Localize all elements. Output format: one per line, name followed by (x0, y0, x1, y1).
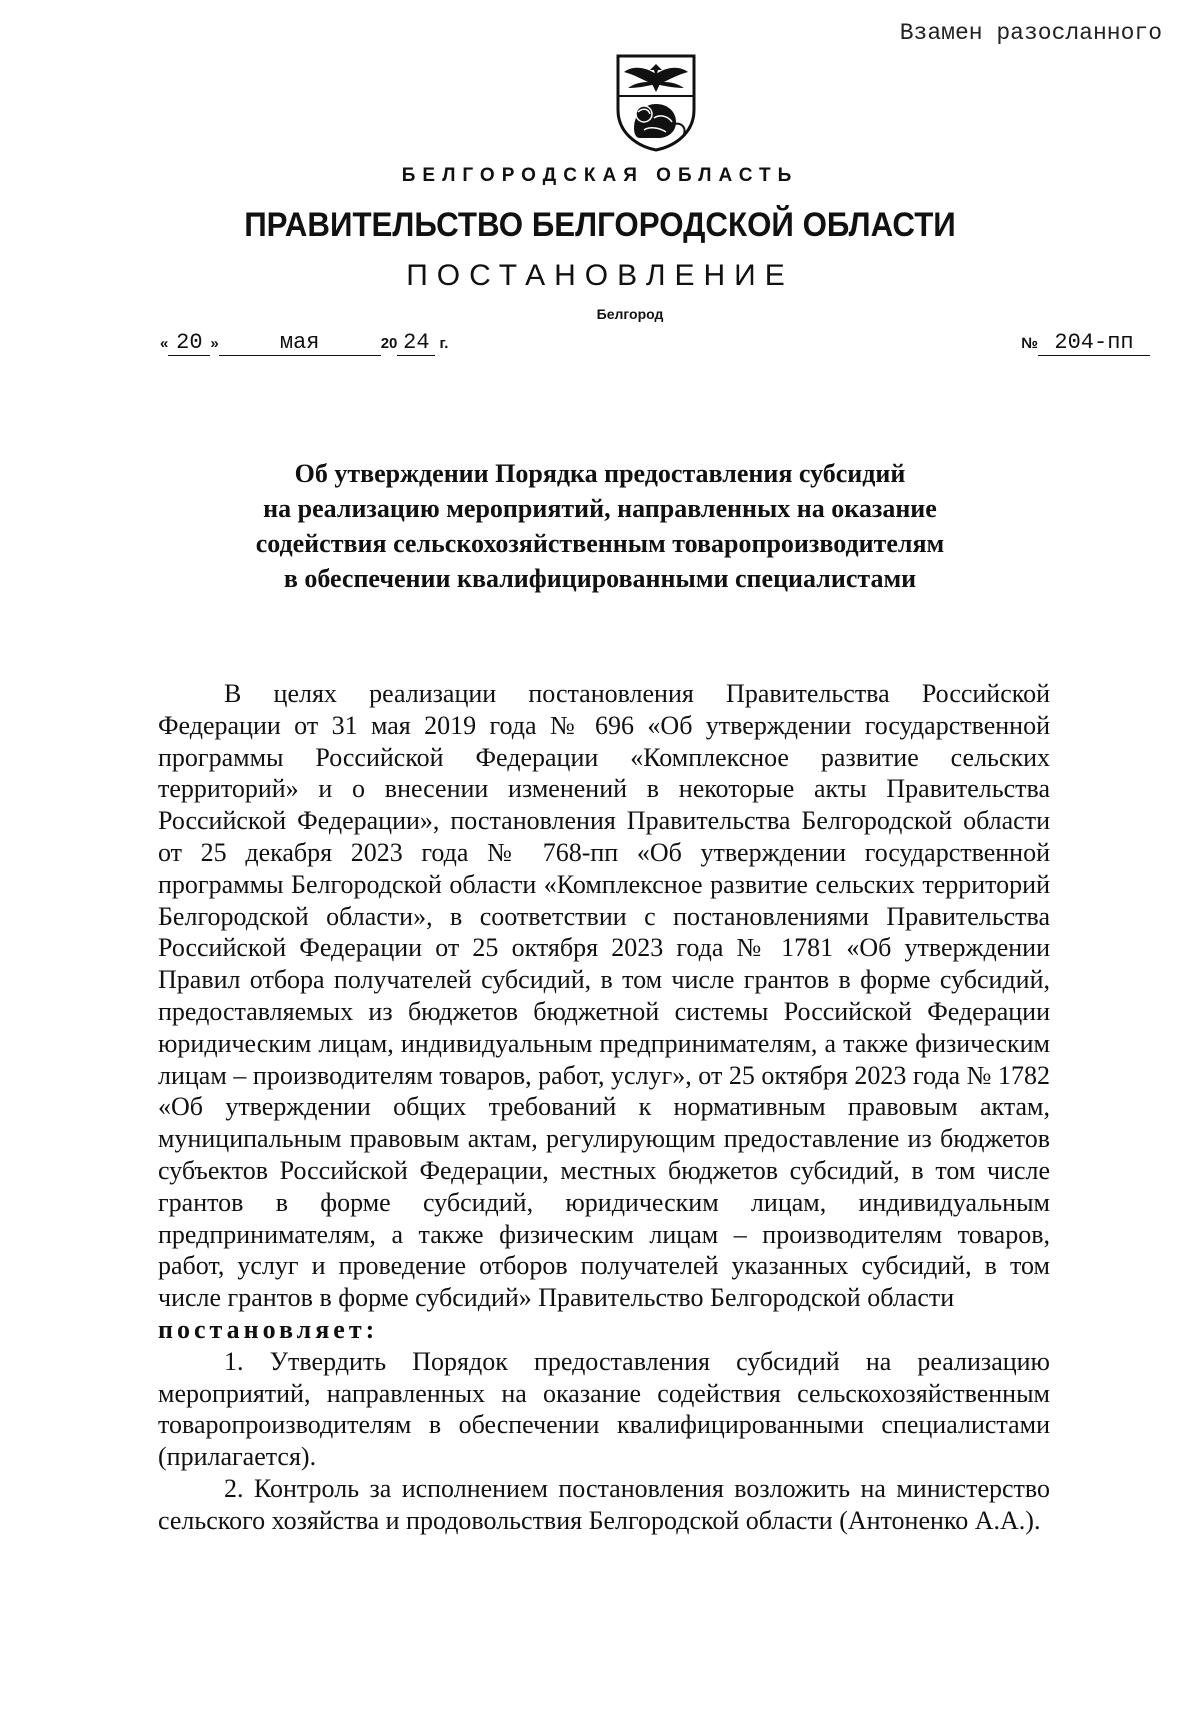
document-title (150, 456, 1050, 596)
date-open-quote: « (160, 335, 169, 352)
coat-of-arms-icon (614, 52, 698, 152)
date-day: 20 (168, 330, 210, 356)
document-type: ПОСТАНОВЛЕНИЕ (406, 259, 794, 292)
city-name: Белгород (596, 306, 664, 322)
date-year-suffix: 24 (397, 330, 435, 356)
document-number (1021, 330, 1150, 356)
stamp-replacement-note: Взамен разосланного (899, 20, 1162, 46)
item-paragraph-2: 2. Контроль за исполнением постановления возложить на министерство сельского хозяйства и продовольствия Белгородской области (Антоненко А.А.). (158, 1473, 1050, 1535)
title-line: Об утверждении Порядка предоставления субсидий (294, 459, 906, 488)
document-date (160, 330, 448, 356)
date-year-mark: г. (439, 335, 449, 352)
title-line: в обеспечении квалифицированными специалистами (283, 564, 917, 593)
date-close-quote: » (210, 335, 219, 352)
date-year-prefix: 20 (380, 335, 398, 352)
resolution-keyword: постановляет: (158, 1314, 379, 1344)
title-line: содействия сельскохозяйственным товаропроизводителям (255, 529, 945, 558)
title-line: на реализацию мероприятий, направленных на оказание (263, 494, 937, 523)
region-name: БЕЛГОРОДСКАЯ ОБЛАСТЬ (401, 165, 799, 186)
date-month: мая (219, 330, 381, 356)
document-body (158, 678, 1050, 1537)
item-paragraph-1: 1. Утвердить Порядок предоставления субсидий на реализацию мероприятий, направленных на оказание содействия сельскохозяйственным товаропроизводителям в обеспечении квалифицированными специалистами (прилагается). (158, 1346, 1050, 1472)
government-name: ПРАВИТЕЛЬСТВО БЕЛГОРОДСКОЙ ОБЛАСТИ (244, 206, 956, 244)
number-value: 204-пп (1038, 330, 1150, 356)
preamble-paragraph: В целях реализации постановления Правительства Российской Федерации от 31 мая 2019 года № 696 «Об утверждении государственной программы Российской Федерации «Комплексное развитие сельских территорий» и о внесении изменений в некоторые акты Правительства Российской Федерации», постановления Правительства Белгородской области от 25 декабря 2023 года № 768-пп «Об утверждении государственной программы Белгородской области «Комплексное развитие сельских территорий Белгородской области», в соответствии с постановлениями Правительства Российской Федерации от 25 октября 2023 года № 1781 «Об утверждении Правил отбора получателей субсидий, в том числе грантов в форме субсидий, предоставляемых из бюджетов бюджетной системы Российской Федерации юридическим лицам, индивидуальным предпринимателям, а также физическим лицам – производителям товаров, работ, услуг», от 25 октября 2023 года № 1782 «Об утверждении общих требований к нормативным правовым актам, муниципальным правовым актам, регулирующим предоставление из бюджетов субъектов Российской Федерации, местных бюджетов субсидий, в том числе грантов в форме субсидий, юридическим лицам, индивидуальным предпринимателям, а также физическим лицам – производителям товаров, работ, услуг и проведение отборов получателей указанных субсидий, в том числе грантов в форме субсидий» Правительство Белгородской области (158, 679, 1050, 1313)
number-label: № (1021, 335, 1038, 352)
